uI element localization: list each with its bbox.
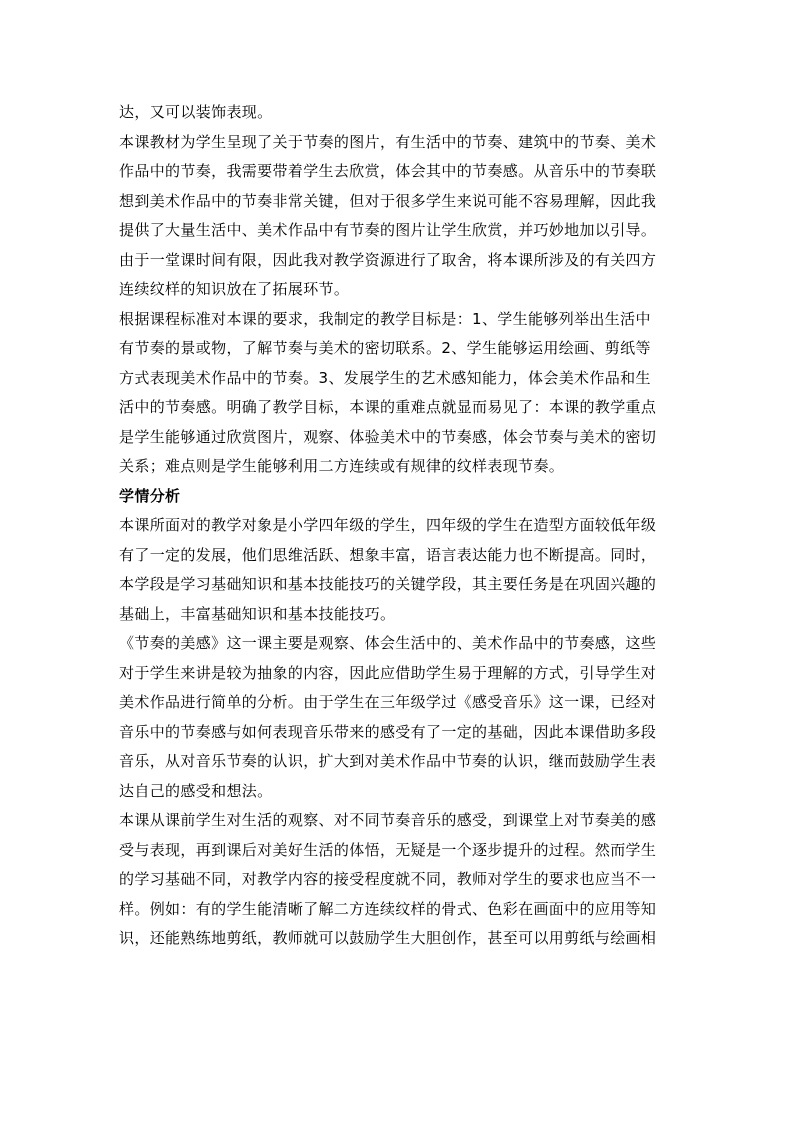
text-line: 样。例如：有的学生能清晰了解二方连续纹样的骨式、色彩在画面中的应用等知 bbox=[119, 899, 657, 918]
text-line: 的学习基础不同，对教学内容的接受程度就不同，教师对学生的要求也应当不一 bbox=[119, 870, 657, 888]
text-line: 作品中的节奏，我需要带着学生去欣赏，体会其中的节奏感。从音乐中的节奏联 bbox=[119, 162, 657, 180]
text-line: 方式表现美术作品中的节奏。3、发展学生的艺术感知能力，体会美术作品和生 bbox=[119, 368, 651, 387]
text-line: 达自己的感受和想法。 bbox=[119, 781, 273, 800]
text-line: 美术作品进行简单的分析。由于学生在三年级学过《感受音乐》这一课，已经对 bbox=[119, 693, 657, 711]
text-line: 关系；难点则是学生能够利用二方连续或有规律的纹样表现节奏。 bbox=[119, 457, 565, 475]
text-line: 基础上，丰富基础知识和基本技能技巧。 bbox=[119, 604, 396, 623]
text-line: 识，还能熟练地剪纸，教师就可以鼓励学生大胆创作，甚至可以用剪纸与绘画相 bbox=[119, 929, 657, 947]
text-line: 活中的节奏感。明确了教学目标，本课的重难点就显而易见了：本课的教学重点 bbox=[119, 398, 657, 416]
text-line: 有了一定的发展，他们思维活跃、想象丰富，语言表达能力也不断提高。同时， bbox=[119, 545, 657, 564]
text-line: 音乐，从对音乐节奏的认识，扩大到对美术作品中节奏的认识，继而鼓励学生表 bbox=[119, 752, 657, 770]
text-line: 达，又可以装饰表现。 bbox=[119, 103, 273, 121]
text-line: 《节奏的美感》这一课主要是观察、体会生活中的、美术作品中的节奏感，这些 bbox=[119, 634, 657, 652]
text-line: 提供了大量生活中、美术作品中有节奏的图片让学生欣赏，并巧妙地加以引导。 bbox=[119, 221, 657, 239]
document-body bbox=[119, 98, 679, 954]
section-heading: 学情分析 bbox=[119, 486, 181, 505]
text-line: 本学段是学习基础知识和基本技能技巧的关键学段，其主要任务是在巩固兴趣的 bbox=[119, 575, 657, 593]
text-line: 根据课程标准对本课的要求，我制定的教学目标是：1、学生能够列举出生活中 bbox=[119, 309, 651, 328]
text-line: 有节奏的景或物，了解节奏与美术的密切联系。2、学生能够运用绘画、剪纸等 bbox=[119, 339, 651, 357]
text-line: 本课教材为学生呈现了关于节奏的图片，有生活中的节奏、建筑中的节奏、美术 bbox=[119, 132, 657, 151]
text-line: 受与表现，再到课后对美好生活的体悟，无疑是一个逐步提升的过程。然而学生 bbox=[119, 840, 657, 859]
text-line: 想到美术作品中的节奏非常关键，但对于很多学生来说可能不容易理解，因此我 bbox=[119, 191, 657, 210]
text-line: 本课从课前学生对生活的观察、对不同节奏音乐的感受，到课堂上对节奏美的感 bbox=[119, 811, 657, 829]
text-line: 对于学生来讲是较为抽象的内容，因此应借助学生易于理解的方式，引导学生对 bbox=[119, 663, 657, 682]
text-line: 连续纹样的知识放在了拓展环节。 bbox=[119, 280, 350, 298]
text-line: 是学生能够通过欣赏图片，观察、体验美术中的节奏感，体会节奏与美术的密切 bbox=[119, 427, 657, 446]
text-line: 音乐中的节奏感与如何表现音乐带来的感受有了一定的基础，因此本课借助多段 bbox=[119, 722, 657, 741]
text-line: 本课所面对的教学对象是小学四年级的学生，四年级的学生在造型方面较低年级 bbox=[119, 516, 657, 534]
text-line: 由于一堂课时间有限，因此我对教学资源进行了取舍，将本课所涉及的有关四方 bbox=[119, 250, 657, 269]
